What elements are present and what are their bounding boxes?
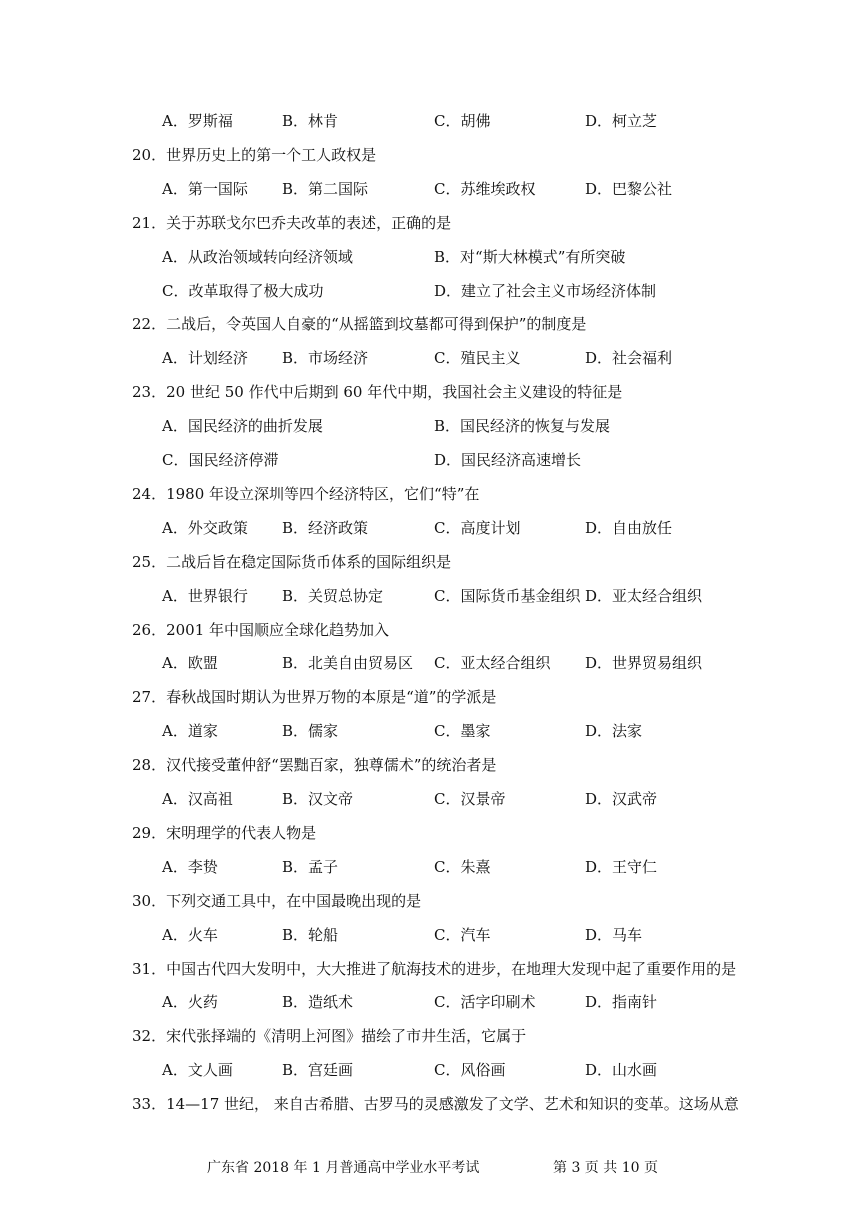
answer-option: A．计划经济 <box>162 349 248 367</box>
answer-option: D．社会福利 <box>585 349 673 367</box>
answer-option: D．汉武帝 <box>585 790 658 808</box>
answer-option: C．墨家 <box>434 722 491 740</box>
answer-option: C．高度计划 <box>434 519 521 537</box>
answer-option: D．柯立芝 <box>585 112 658 130</box>
answer-option: B．关贸总协定 <box>282 587 384 605</box>
answer-option: D．国民经济高速增长 <box>434 451 582 469</box>
question-stem <box>0 686 860 708</box>
answer-option: A．汉高祖 <box>162 790 233 808</box>
answer-option: A．文人画 <box>162 1061 233 1079</box>
question-text: 29．宋明理学的代表人物是 <box>132 824 317 842</box>
answer-option: A．第一国际 <box>162 180 248 198</box>
answer-options-row <box>0 415 860 437</box>
answer-options-row <box>0 991 860 1013</box>
answer-options-row <box>0 347 860 369</box>
question-text: 26．2001 年中国顺应全球化趋势加入 <box>132 621 390 639</box>
answer-option: B．儒家 <box>282 722 339 740</box>
answer-options-row <box>0 178 860 200</box>
answer-option: C．汽车 <box>434 926 491 944</box>
question-text: 23．20 世纪 50 作代中后期到 60 年代中期，我国社会主义建设的特征是 <box>132 383 623 401</box>
answer-option: A．欧盟 <box>162 654 218 672</box>
question-text: 25．二战后旨在稳定国际货币体系的国际组织是 <box>132 553 452 571</box>
question-text: 20．世界历史上的第一个工人政权是 <box>132 146 377 164</box>
answer-options-row <box>0 246 860 268</box>
answer-options-row <box>0 924 860 946</box>
answer-option: B．宫廷画 <box>282 1061 354 1079</box>
question-text: 28．汉代接受董仲舒“罢黜百家，独尊儒术”的统治者是 <box>132 756 497 774</box>
answer-options-row <box>0 1059 860 1081</box>
question-text: 22．二战后，令英国人自豪的“从摇篮到坟墓都可得到保护”的制度是 <box>132 315 587 333</box>
footer-page-number: 第 3 页 共 10 页 <box>553 1160 658 1176</box>
question-text: 33．14—17 世纪， 来自古希腊、古罗马的灵感激发了文学、艺术和知识的变革。这场从意 <box>132 1095 739 1113</box>
answer-option: C．胡佛 <box>434 112 491 130</box>
question-stem <box>0 381 860 403</box>
question-stem <box>0 483 860 505</box>
question-stem <box>0 822 860 844</box>
answer-option: C．风俗画 <box>434 1061 506 1079</box>
answer-options-row <box>0 856 860 878</box>
question-text: 32．宋代张择端的《清明上河图》描绘了市井生活，它属于 <box>132 1027 527 1045</box>
answer-option: D．王守仁 <box>585 858 658 876</box>
answer-options-row <box>0 652 860 674</box>
answer-option: D．亚太经合组织 <box>585 587 703 605</box>
answer-option: D．山水画 <box>585 1061 658 1079</box>
answer-option: B．国民经济的恢复与发展 <box>434 417 611 435</box>
answer-options-row <box>0 720 860 742</box>
answer-option: B．对“斯大林模式”有所突破 <box>434 248 626 266</box>
answer-option: A．火药 <box>162 993 218 1011</box>
footer-exam-title: 广东省 2018 年 1 月普通高中学业水平考试 <box>207 1160 480 1176</box>
answer-option: B．造纸术 <box>282 993 354 1011</box>
answer-option: A．罗斯福 <box>162 112 233 130</box>
answer-options-row <box>0 788 860 810</box>
question-stem <box>0 1025 860 1047</box>
question-stem <box>0 890 860 912</box>
answer-option: A．国民经济的曲折发展 <box>162 417 323 435</box>
answer-option: C．汉景帝 <box>434 790 506 808</box>
answer-option: C．改革取得了极大成功 <box>162 282 324 300</box>
question-stem <box>0 212 860 234</box>
answer-option: D．巴黎公社 <box>585 180 673 198</box>
answer-options-row <box>0 110 860 132</box>
answer-option: C．国民经济停滞 <box>162 451 279 469</box>
answer-options-row <box>0 449 860 471</box>
question-stem <box>0 619 860 641</box>
answer-option: B．第二国际 <box>282 180 369 198</box>
answer-option: C．国际货币基金组织 <box>434 587 581 605</box>
answer-options-row <box>0 585 860 607</box>
answer-option: B．轮船 <box>282 926 339 944</box>
answer-option: A．李贽 <box>162 858 218 876</box>
question-stem <box>0 551 860 573</box>
answer-option: A．外交政策 <box>162 519 248 537</box>
question-stem <box>0 754 860 776</box>
answer-option: B．林肯 <box>282 112 339 130</box>
answer-option: D．自由放任 <box>585 519 673 537</box>
answer-option: C．亚太经合组织 <box>434 654 551 672</box>
answer-options-row <box>0 280 860 302</box>
page-footer <box>0 1158 860 1178</box>
answer-option: D．指南针 <box>585 993 658 1011</box>
answer-option: C．苏维埃政权 <box>434 180 536 198</box>
question-text: 21．关于苏联戈尔巴乔夫改革的表述，正确的是 <box>132 214 452 232</box>
answer-option: C．朱熹 <box>434 858 491 876</box>
answer-option: C．活字印刷术 <box>434 993 536 1011</box>
answer-option: A．道家 <box>162 722 218 740</box>
answer-option: A．世界银行 <box>162 587 248 605</box>
question-text: 27．春秋战国时期认为世界万物的本原是“道”的学派是 <box>132 688 497 706</box>
answer-option: B．经济政策 <box>282 519 369 537</box>
question-text: 30．下列交通工具中，在中国最晚出现的是 <box>132 892 422 910</box>
question-stem <box>0 1093 860 1115</box>
answer-option: D．马车 <box>585 926 643 944</box>
answer-option: D．建立了社会主义市场经济体制 <box>434 282 657 300</box>
answer-option: D．法家 <box>585 722 643 740</box>
answer-option: C．殖民主义 <box>434 349 521 367</box>
answer-option: A．从政治领域转向经济领域 <box>162 248 353 266</box>
question-text: 31．中国古代四大发明中，大大推进了航海技术的进步，在地理大发现中起了重要作用的是 <box>132 960 737 978</box>
question-stem <box>0 144 860 166</box>
answer-option: D．世界贸易组织 <box>585 654 703 672</box>
answer-option: A．火车 <box>162 926 218 944</box>
question-stem <box>0 958 860 980</box>
question-text: 24．1980 年设立深圳等四个经济特区，它们“特”在 <box>132 485 480 503</box>
answer-option: B．汉文帝 <box>282 790 354 808</box>
answer-option: B．孟子 <box>282 858 339 876</box>
answer-option: B．市场经济 <box>282 349 369 367</box>
answer-options-row <box>0 517 860 539</box>
answer-option: B．北美自由贸易区 <box>282 654 414 672</box>
question-stem <box>0 313 860 335</box>
